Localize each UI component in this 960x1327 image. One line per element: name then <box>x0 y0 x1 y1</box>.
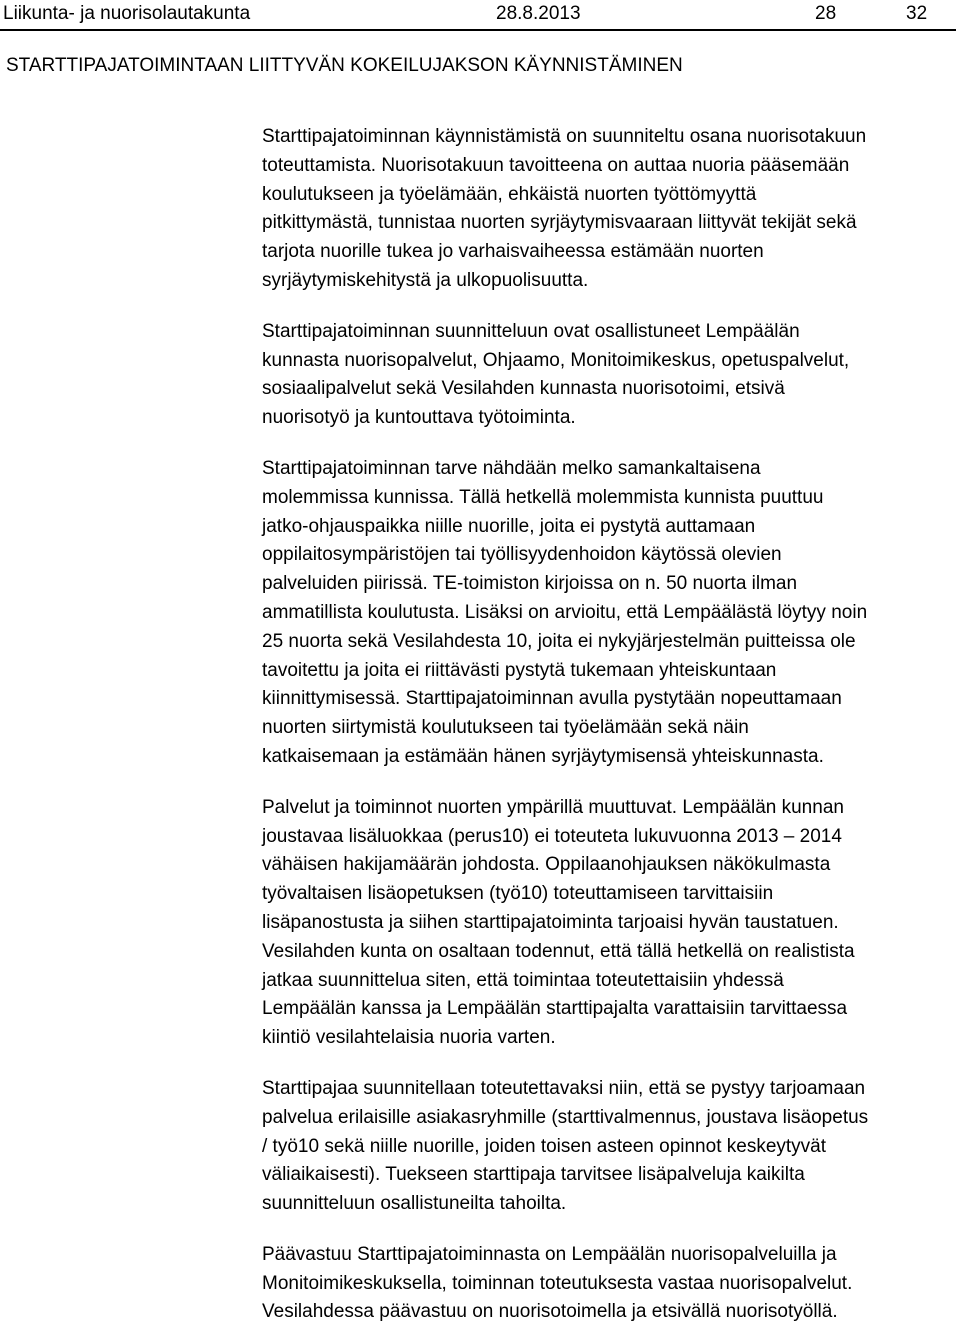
header-divider <box>0 29 956 31</box>
text-line: sosiaalipalvelut sekä Vesilahden kunnasta nuorisotoimi, etsivä <box>262 378 785 400</box>
text-line: joustavaa lisäluokkaa (perus10) ei toteuteta lukuvuonna 2013 – 2014 <box>262 825 842 847</box>
body-paragraph <box>262 455 952 772</box>
text-line: Starttipajatoiminnan tarve nähdään melko samankaltaisena <box>262 457 761 479</box>
text-line: nuorisotyö ja kuntouttava työtoiminta. <box>262 407 576 429</box>
text-line: palvelua erilaisille asiakasryhmille (starttivalmennus, joustava lisäopetus <box>262 1106 869 1128</box>
document-title: STARTTIPAJATOIMINTAAN LIITTYVÄN KOKEILUJAKSON KÄYNNISTÄMINEN <box>6 55 683 76</box>
text-line: vähäisen hakijamäärän johdosta. Oppilaanohjauksen näkökulmasta <box>262 854 831 876</box>
text-line: lisäpanostusta ja siihen starttipajatoiminta tarjoaisi hyvän taustatuen. <box>262 911 839 933</box>
body-paragraph <box>262 123 952 296</box>
text-line: palveluiden piirissä. TE-toimiston kirjoissa on n. 50 nuorta ilman <box>262 573 798 595</box>
text-line: toteuttamista. Nuorisotakuun tavoitteena on auttaa nuoria pääsemään <box>262 154 850 176</box>
text-line: 25 nuorta sekä Vesilahdesta 10, joita ei nykyjärjestelmän puitteissa ole <box>262 630 856 652</box>
text-line: tavoitettu ja joita ei riittävästi pystytä tukemaan yhteiskuntaan <box>262 659 777 681</box>
text-line: Lempäälän kanssa ja Lempäälän starttipajalta varattaisiin tarvittaessa <box>262 998 848 1020</box>
text-line: jatko-ohjauspaikka niille nuorille, joita ei pystytä auttamaan <box>262 515 756 537</box>
text-line: Starttipajaa suunnitellaan toteutettavaksi niin, että se pystyy tarjoamaan <box>262 1077 866 1099</box>
page-header <box>0 0 960 28</box>
text-line: Vesilahden kunta on osaltaan todennut, että tällä hetkellä on realistista <box>262 940 855 962</box>
committee-name: Liikunta- ja nuorisolautakunta <box>3 3 251 24</box>
text-line: suunnitteluun osallistuneilta tahoilta. <box>262 1193 567 1215</box>
text-line: työvaltaisen lisäopetuksen (työ10) toteuttamiseen tarvittaisiin <box>262 883 774 905</box>
text-line: Starttipajatoiminnan käynnistämistä on suunniteltu osana nuorisotakuun <box>262 126 867 147</box>
meeting-date: 28.8.2013 <box>496 3 581 24</box>
text-line: pitkittymästä, tunnistaa nuorten syrjäytymisvaaraan liittyvät tekijät sekä <box>262 212 857 234</box>
text-line: ammatillista koulutusta. Lisäksi on arvioitu, että Lempäälästä löytyy noin <box>262 601 868 623</box>
body-paragraph <box>262 794 952 1053</box>
text-line: nuorten siirtymistä koulutukseen tai työelämään sekä näin <box>262 717 749 739</box>
text-line: Päävastuu Starttipajatoiminnasta on Lempäälän nuorisopalveluilla ja <box>262 1243 837 1265</box>
text-line: Vesilahdessa päävastuu on nuorisotoimella ja etsivällä nuorisotyöllä. <box>262 1301 838 1323</box>
text-line: molemmissa kunnissa. Tällä hetkellä molemmista kunnista puuttuu <box>262 486 824 508</box>
text-line: koulutukseen ja työelämään, ehkäistä nuorten työttömyyttä <box>262 183 757 205</box>
text-line: Starttipajatoiminnan suunnitteluun ovat osallistuneet Lempäälän <box>262 320 800 342</box>
text-line: Palvelut ja toiminnot nuorten ympärillä muuttuvat. Lempäälän kunnan <box>262 796 844 818</box>
text-line: tarjota nuorille tukea jo varhaisvaiheessa estämään nuorten <box>262 241 764 263</box>
text-line: kiintiö vesilahtelaisia nuoria varten. <box>262 1027 556 1049</box>
body-paragraph <box>262 1241 952 1327</box>
text-line: kiinnittymisessä. Starttipajatoiminnan avulla pystytään nopeuttamaan <box>262 688 842 710</box>
text-line: Monitoimikeskuksella, toiminnan toteutuksesta vastaa nuorisopalvelut. <box>262 1272 853 1294</box>
document-body <box>262 123 952 1327</box>
text-line: / työ10 sekä niille nuorille, joiden toisen asteen opinnot keskeytyvät <box>262 1135 827 1157</box>
text-line: katkaisemaan ja estämään hänen syrjäytymisensä yhteiskunnasta. <box>262 745 824 767</box>
section-number: 28 <box>815 3 837 24</box>
page-number: 32 <box>906 3 928 24</box>
body-paragraph <box>262 1075 952 1219</box>
text-line: syrjäytymiskehitystä ja ulkopuolisuutta. <box>262 269 589 291</box>
text-line: oppilaitosympäristöjen tai työllisyydenhoidon käytössä olevien <box>262 544 782 566</box>
text-line: kunnasta nuorisopalvelut, Ohjaamo, Monitoimikeskus, opetuspalvelut, <box>262 349 850 371</box>
text-line: väliaikaisesti). Tuekseen starttipaja tarvitsee lisäpalveluja kaikilta <box>262 1164 805 1186</box>
body-paragraph <box>262 318 952 433</box>
text-line: jatkaa suunnittelua siten, että toimintaa toteutettaisiin yhdessä <box>262 969 784 991</box>
